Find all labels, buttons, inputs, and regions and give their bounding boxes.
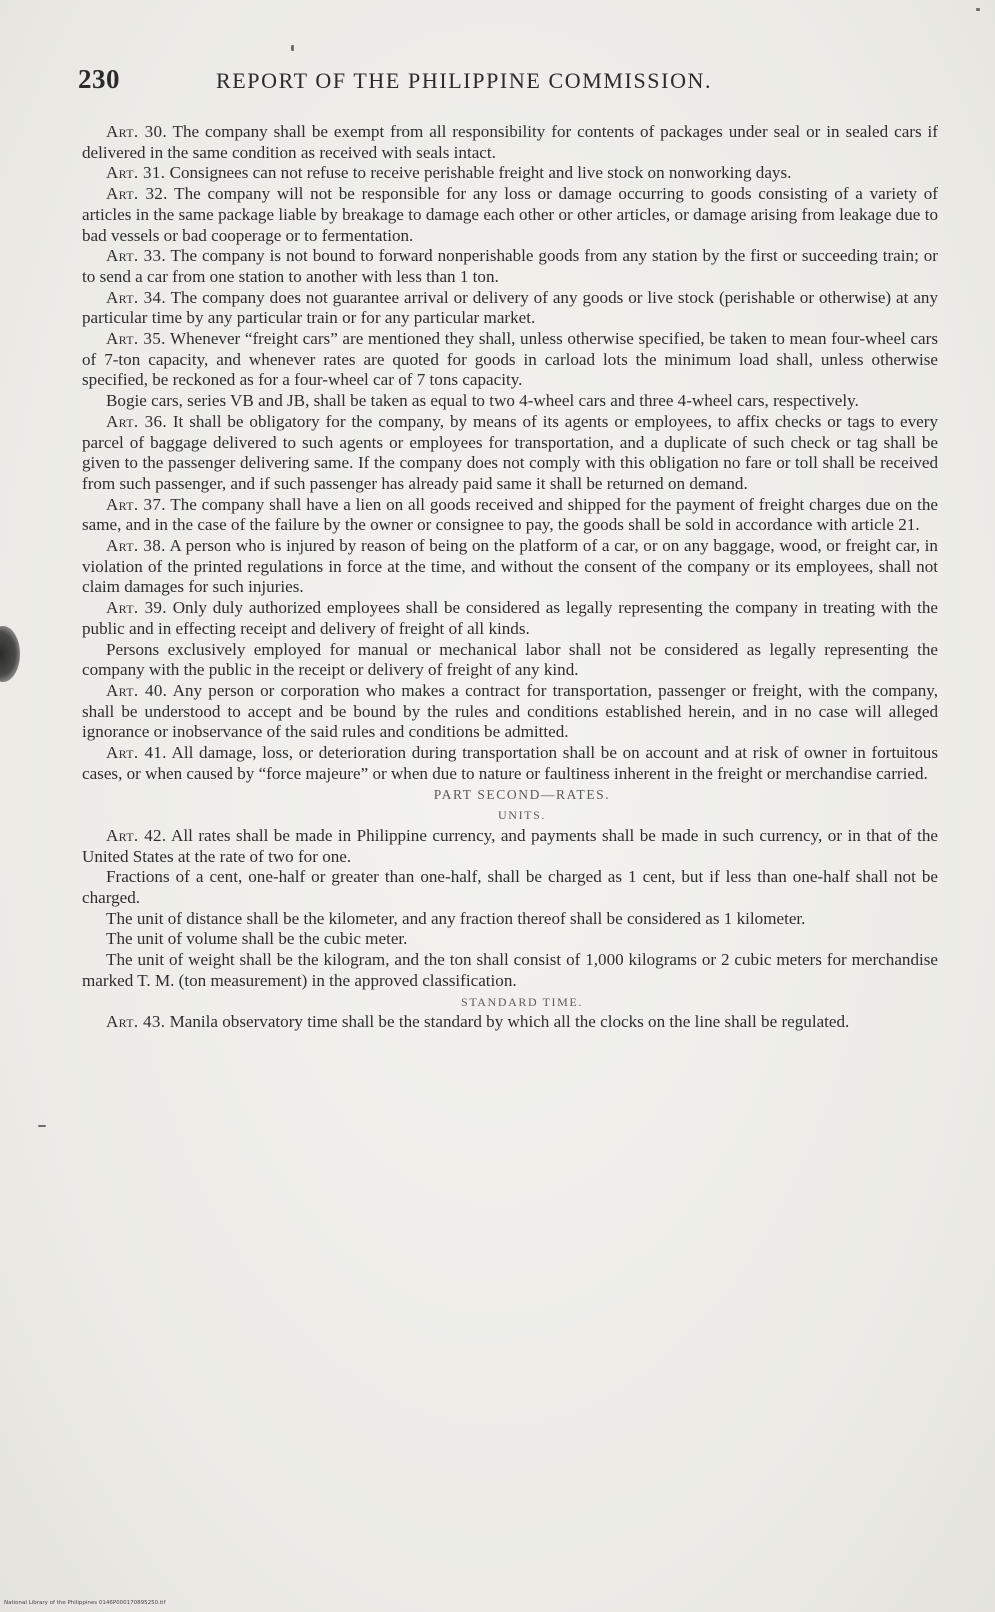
- article-paragraph: [82, 598, 938, 639]
- article-label: Art. 39.: [106, 598, 167, 618]
- page-number: 230: [78, 64, 120, 94]
- article-label: Art. 42.: [106, 825, 167, 845]
- article-label: Art. 40.: [106, 680, 168, 700]
- article-text: Bogie cars, series VB and JB, shall be taken as equal to two 4-wheel cars and three 4-wheel cars, respectively.: [106, 391, 859, 411]
- article-text: The unit of distance shall be the kilometer, and any fraction thereof shall be considered as 1 kilometer.: [106, 908, 806, 928]
- article-paragraph: [82, 681, 938, 743]
- units-heading: UNITS.: [498, 808, 546, 823]
- article-text: Consignees can not refuse to receive perishable freight and live stock on nonworking days.: [169, 163, 792, 183]
- article-paragraph: [82, 288, 938, 329]
- article-label: Art. 37.: [106, 494, 166, 514]
- article-text: The company does not guarantee arrival or delivery of any goods or live stock (perishable or otherwise) at any particular time by any particular train or for any particular market.: [82, 287, 938, 328]
- article-paragraph: [82, 1012, 938, 1033]
- article-text: Fractions of a cent, one-half or greater than one-half, shall be charged as 1 cent, but if less than one-half shall not be charged.: [82, 867, 938, 908]
- article-label: Art. 35.: [106, 329, 166, 349]
- articles-time: [82, 1012, 938, 1033]
- article-text: The unit of weight shall be the kilogram, and the ton shall consist of 1,000 kilograms or 2 cubic meters for merchandise marked T. M. (ton measurement) in the approved classification.: [82, 950, 938, 990]
- article-paragraph: [82, 640, 938, 681]
- standard-time-heading: STANDARD TIME.: [461, 994, 583, 1009]
- article-label: Art. 38.: [106, 536, 166, 556]
- article-text: It shall be obligatory for the company, by means of its agents or employees, to affix checks or tags to every parcel of baggage delivered to such agents or employees for transportation, and a duplicate of such check or tag shall be given to the passenger delivering same. If the company does not comply with this obligation no fare or toll shall be received from such passenger, and if such passenger has already paid same it shall be returned on demand.: [82, 411, 939, 493]
- article-label: Art. 36.: [106, 411, 167, 431]
- article-paragraph: [82, 246, 938, 287]
- article-paragraph: [82, 909, 938, 930]
- article-paragraph: [82, 826, 938, 867]
- speck-mark: [38, 1125, 46, 1127]
- article-text: A person who is injured by reason of being on the platform of a car, or on any baggage, wood, or freight car, in violation of the printed regulations in force at the time, and without the consent of the company or its employees, shall not claim damages for such injuries.: [82, 536, 938, 597]
- article-text: The company shall be exempt from all responsibility for contents of packages under seal or in sealed cars if delivered in the same condition as received with seals intact.: [82, 122, 938, 162]
- article-label: Art. 41.: [106, 743, 167, 763]
- article-text: The company will not be responsible for any loss or damage occurring to goods consisting of a variety of articles in the same package liable by breakage to damage each other or other articles, or damage arising from leakage due to bad vessels or bad cooperage or to fermentation.: [82, 184, 938, 245]
- article-label: Art. 34.: [106, 287, 166, 307]
- article-label: Art. 43.: [106, 1012, 166, 1032]
- article-paragraph: [82, 743, 938, 784]
- article-paragraph: [82, 929, 938, 950]
- speck-mark: [291, 45, 294, 51]
- article-paragraph: [82, 122, 938, 163]
- article-text: Persons exclusively employed for manual or mechanical labor shall not be considered as legally representing the company with the public in the receipt or delivery of freight of any kind.: [82, 639, 938, 680]
- article-label: Art. 30.: [106, 122, 167, 141]
- page-header: [78, 64, 938, 104]
- article-text: The company is not bound to forward nonperishable goods from any station by the first or succeeding train; or to send a car from one station to another with less than 1 ton.: [82, 246, 938, 286]
- part-heading: PART SECOND—RATES.: [433, 786, 611, 802]
- article-text: The unit of volume shall be the cubic meter.: [106, 929, 408, 949]
- article-label: Art. 32.: [106, 184, 168, 204]
- articles-part-one: [82, 122, 938, 785]
- article-label: Art. 33.: [106, 246, 166, 266]
- article-text: Any person or corporation who makes a contract for transportation, passenger or freight, with the company, shall be understood to accept and be bound by the rules and conditions established herein, and in no case will alleged ignorance or inobservance of the said rules and conditions be admitted.: [82, 680, 938, 742]
- article-paragraph: [82, 536, 938, 598]
- article-paragraph: [82, 950, 938, 991]
- article-label: Art. 31.: [106, 163, 166, 183]
- article-paragraph: [82, 412, 938, 495]
- article-text: All rates shall be made in Philippine currency, and payments shall be made in such currency, or in that of the United States at the rate of two for one.: [82, 825, 938, 866]
- speck-mark: [976, 8, 980, 11]
- article-paragraph: [82, 329, 938, 391]
- article-paragraph: [82, 163, 938, 184]
- article-text: All damage, loss, or deterioration during transportation shall be on account and at risk of owner in fortuitous cases, or when caused by “force majeure” or when due to nature or faultiness inherent in the freight or merchandise carried.: [82, 743, 938, 783]
- articles-units: [82, 826, 938, 992]
- binding-shadow: [0, 626, 20, 682]
- article-paragraph: [82, 184, 938, 246]
- article-text: Whenever “freight cars” are mentioned they shall, unless otherwise specified, be taken to mean four-wheel cars of 7-ton capacity, and whenever rates are quoted for goods in carload lots the minimum load shall, unless otherwise specified, be reckoned as for a four-wheel car of 7 tons capacity.: [82, 329, 938, 390]
- article-text: Only duly authorized employees shall be considered as legally representing the company in treating with the public and in effecting receipt and delivery of freight of all kinds.: [82, 598, 939, 638]
- article-text: Manila observatory time shall be the standard by which all the clocks on the line shall be regulated.: [169, 1012, 850, 1032]
- article-paragraph: [82, 495, 938, 536]
- article-text: The company shall have a lien on all goods received and shipped for the payment of freight charges due on the same, and in the case of the failure by the owner or consignee to pay, the goods shall be sold in accordance with article 21.: [82, 494, 938, 535]
- page-body: [82, 122, 938, 1033]
- article-paragraph: [82, 867, 938, 908]
- scan-credit: National Library of the Philippines 0146P000170895250.tif: [4, 1600, 166, 1606]
- running-head: REPORT OF THE PHILIPPINE COMMISSION.: [216, 68, 713, 93]
- article-paragraph: [82, 391, 938, 412]
